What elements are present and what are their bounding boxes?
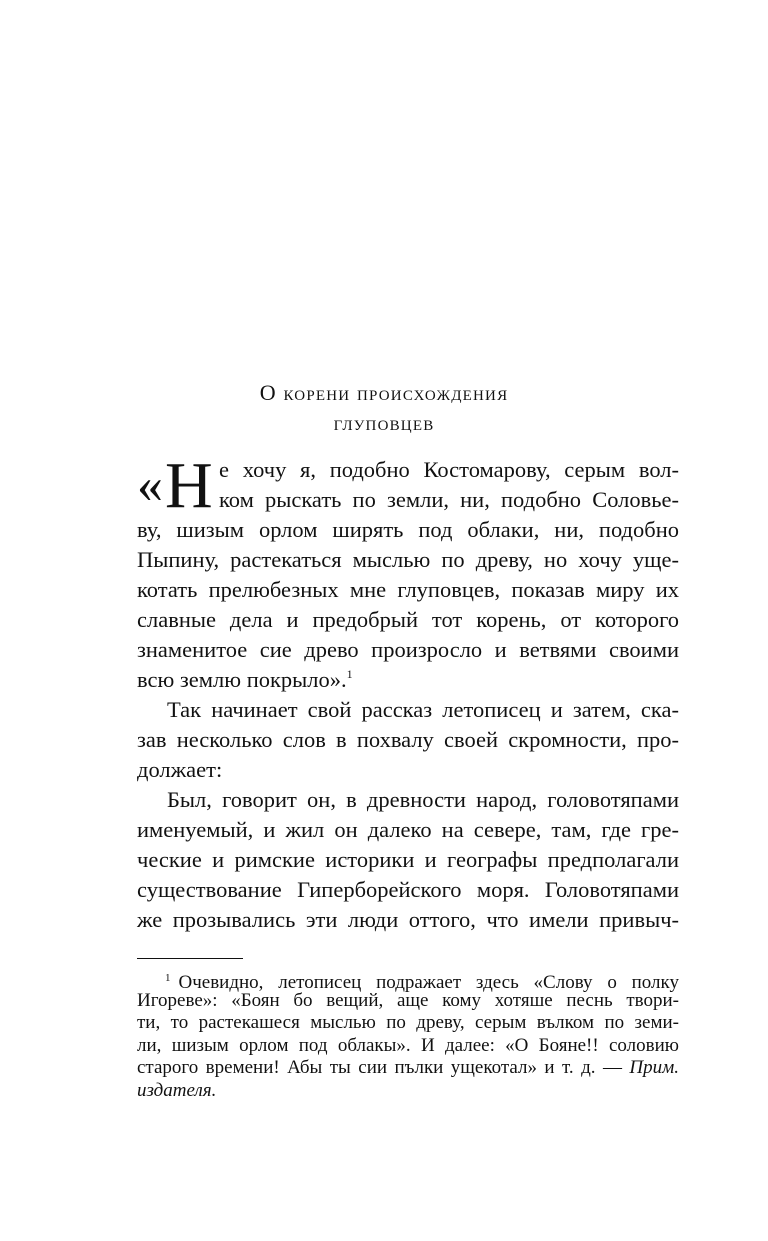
text-line-content: всю землю покрыло». <box>137 667 347 692</box>
chapter-title-line-1: О корени происхождения <box>259 380 509 405</box>
paragraph-1 <box>137 449 679 695</box>
text-line: зав несколько слов в похвалу своей скромности, про- <box>137 727 679 752</box>
text-line: Пыпину, растекаться мыслью по древу, но хочу уще- <box>137 547 679 572</box>
footnote-divider <box>137 958 243 959</box>
text-line: именуемый, и жил он далеко на севере, там, где гре- <box>137 817 679 842</box>
paragraph-3 <box>137 785 679 935</box>
text-line: славные дела и предобрый тот корень, от которого <box>137 607 679 632</box>
text-line: ком рыскать по земли, ни, подобно Соловье- <box>219 487 679 512</box>
text-line: котать прелюбезных мне глуповцев, показав миру их <box>137 577 679 602</box>
footnote <box>137 967 679 1102</box>
drop-cap <box>137 449 213 522</box>
footnote-line: Игореве»: «Боян бо вещий, аще кому хотяше песнь твори- <box>137 989 679 1011</box>
text-line: существование Гиперборейского моря. Головотяпами <box>137 877 679 902</box>
text-line: ческие и римские историки и географы предполагали <box>137 847 679 872</box>
drop-cap-letter: Н <box>165 449 213 522</box>
drop-cap-quote: « <box>137 457 163 514</box>
footnote-line: ти, то растекашеся мыслью по древу, серым вълком по земи- <box>137 1012 679 1033</box>
text-line: знаменитое сие древо произросло и ветвями своими <box>137 637 679 662</box>
text-line: Был, говорит он, в древности народ, головотяпами <box>167 787 679 812</box>
footnote-reference[interactable]: 1 <box>346 667 353 681</box>
footnote-line <box>137 1057 679 1080</box>
text-line: должает: <box>137 757 223 782</box>
footnote-marker: 1 <box>165 972 171 984</box>
body-text <box>137 449 679 935</box>
chapter-title-line-2: глуповцев <box>333 410 435 435</box>
text-line: ву, шизым орлом ширять под облаки, ни, подобно <box>137 517 679 542</box>
footnote-attribution: Прим. <box>629 1057 679 1078</box>
footnote-attribution-end: издателя <box>137 1079 212 1101</box>
text-line: Так начинает свой рассказ летописец и затем, ска- <box>167 697 679 722</box>
text-line: же прозывались эти люди оттого, что имели привыч- <box>137 907 679 932</box>
footnote-line <box>137 1080 679 1103</box>
footnote-line-content: Очевидно, летописец подражает здесь «Слову о полку <box>178 972 679 993</box>
text-line <box>137 665 679 695</box>
chapter-title <box>0 378 768 438</box>
footnote-line-content: старого времени! Абы ты сии пълки ущекотал» и т. д. — <box>137 1057 630 1078</box>
footnote-line <box>137 967 679 993</box>
footnote-line: ли, шизым орлом под облакы». И далее: «О Бояне!! соловию <box>137 1034 679 1056</box>
text-line: е хочу я, подобно Костомарову, серым вол- <box>219 457 679 482</box>
footnote-period: . <box>211 1079 217 1101</box>
paragraph-2 <box>137 695 679 785</box>
